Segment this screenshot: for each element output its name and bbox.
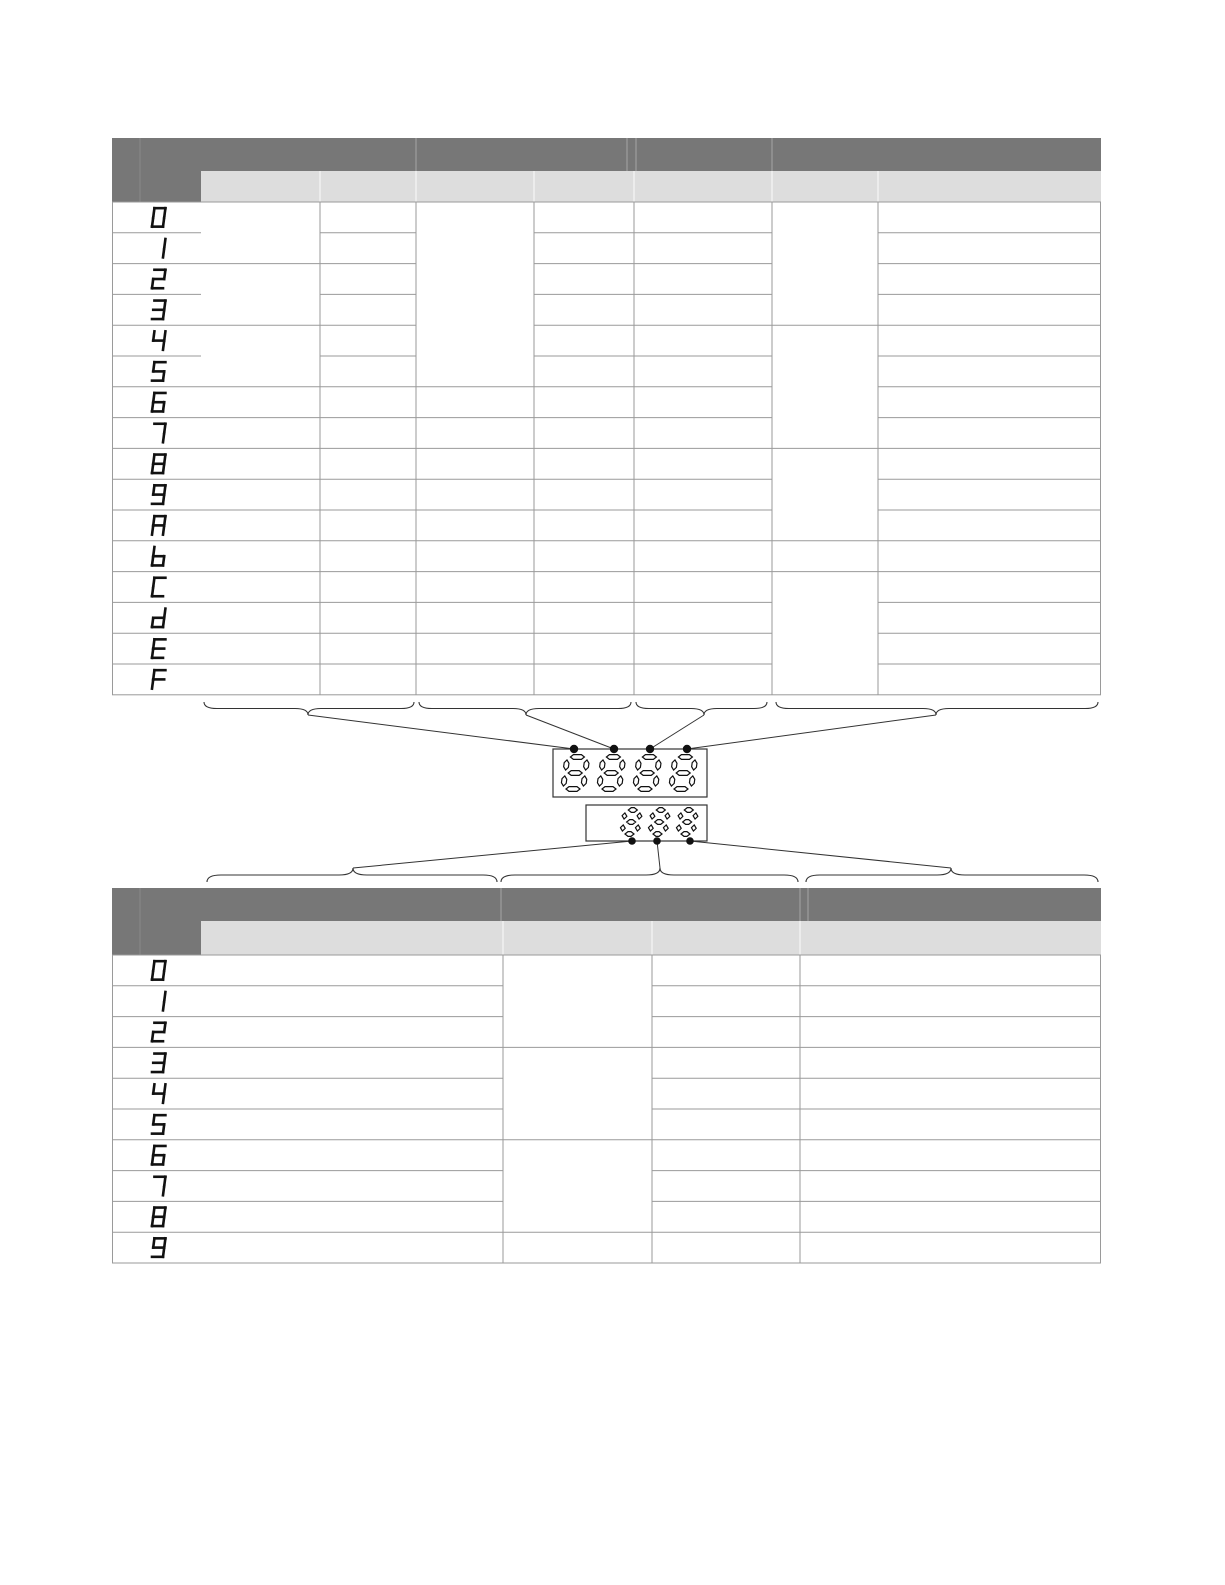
brace-icon [419, 702, 631, 715]
three-digit-display [586, 805, 707, 845]
table-row-code-A [152, 516, 165, 534]
table-row-code-1 [163, 239, 165, 257]
connector-dot-icon [683, 745, 691, 753]
table-row-code-d [152, 609, 165, 627]
connector-line [353, 841, 632, 868]
display-frame [553, 749, 707, 797]
connector-line [650, 715, 704, 749]
brace-icon [776, 702, 1098, 715]
table-row-code-E [152, 639, 165, 657]
table-row-code-3 [152, 1054, 165, 1072]
code-column-header [112, 171, 201, 202]
table-row-code-7 [154, 1177, 165, 1195]
table-row-code-2 [152, 270, 165, 288]
table-row-code-9 [152, 485, 165, 503]
header-row [112, 888, 1101, 921]
connector-dot-icon [686, 837, 694, 845]
table-row-code-5 [152, 1115, 165, 1133]
table-row-code-5 [152, 362, 165, 380]
table-row-code-F [152, 670, 165, 688]
table-row-code-6 [152, 1146, 165, 1164]
upper-digit-table [112, 138, 1101, 695]
table-row-code-0 [152, 208, 165, 226]
table-row-code-b [152, 547, 164, 565]
connector-dot-icon [628, 837, 636, 845]
table-row-code-4 [153, 331, 165, 349]
brace-icon [204, 702, 414, 715]
brace-icon [207, 868, 497, 882]
table-row-code-0 [152, 961, 165, 979]
table-row-code-2 [152, 1023, 165, 1041]
table-row-code-9 [152, 1238, 165, 1256]
connector-dot-icon [653, 837, 661, 845]
four-digit-display [553, 745, 707, 797]
lower-digit-table [112, 888, 1101, 1263]
table-row-code-4 [153, 1084, 165, 1102]
connector-line [308, 715, 574, 749]
table-row-code-1 [163, 992, 165, 1010]
code-column-header [112, 921, 201, 955]
connector-dot-icon [646, 745, 654, 753]
table-row-code-C [152, 578, 165, 596]
table-row-code-3 [152, 301, 165, 319]
table-row-code-8 [152, 1208, 165, 1226]
header-row [112, 138, 1101, 171]
connector-line [687, 715, 936, 749]
connector-line [657, 841, 660, 868]
table-row-code-7 [154, 424, 165, 442]
table-row-code-8 [152, 455, 165, 473]
connector-dot-icon [570, 745, 578, 753]
connector-line [526, 715, 614, 749]
brace-icon [806, 868, 1098, 882]
brace-icon [501, 868, 798, 882]
table-row-code-6 [152, 393, 165, 411]
connector-dot-icon [610, 745, 618, 753]
brace-icon [636, 702, 767, 715]
subheader-row [201, 171, 1101, 202]
connector-line [690, 841, 951, 868]
